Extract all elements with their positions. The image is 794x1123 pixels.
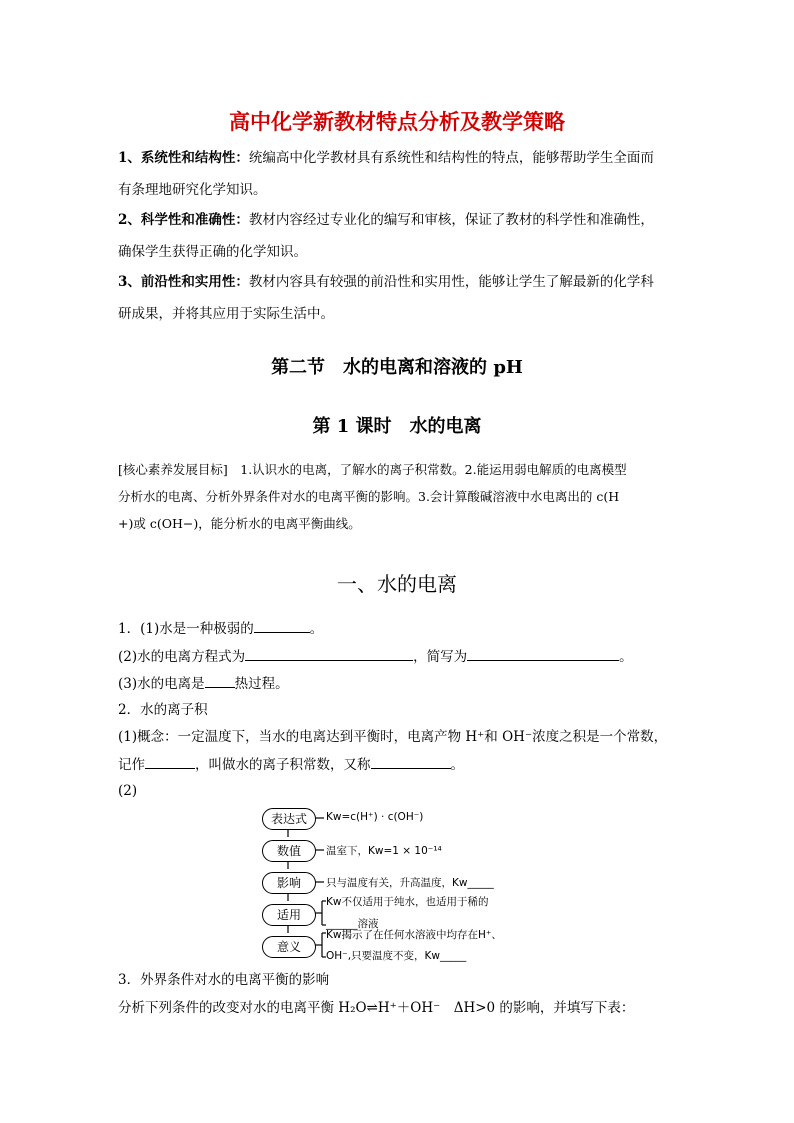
node-apply: 适用 xyxy=(262,904,316,926)
label-value: 温室下，Kw=1 × 10⁻¹⁴ xyxy=(326,845,442,857)
label-meaning-1: Kw揭示了在任何水溶液中均存在H⁺、 xyxy=(326,929,502,941)
feature-text: 研成果，并将其应用于实际生活中。 xyxy=(118,306,334,322)
question-text: 。 xyxy=(619,649,633,665)
feature-text: 有条理地研究化学知识。 xyxy=(118,182,267,198)
node-expression: 表达式 xyxy=(262,808,316,830)
question-text: (3)水的电离是 xyxy=(118,676,205,692)
feature-1 xyxy=(118,142,680,206)
section-title: 第二节 水的电离和溶液的 pH xyxy=(271,357,523,378)
question-text: ，叫做水的离子积常数，又称 xyxy=(195,757,371,773)
question-text: 热过程。 xyxy=(234,676,289,692)
feature-text: 确保学生获得正确的化学知识。 xyxy=(118,244,307,260)
q2-title: 2．水的离子积 xyxy=(118,702,208,718)
answer-blank[interactable] xyxy=(371,754,451,769)
label-apply-1: Kw不仅适用于纯水，也适用于稀的 xyxy=(326,896,489,908)
question-text: 。 xyxy=(450,757,464,773)
answer-blank[interactable] xyxy=(467,646,619,661)
label-apply-2: ______溶液 xyxy=(326,918,379,930)
feature-text: 教材内容经过专业化的编写和审核，保证了教材的科学性和准确性， xyxy=(248,212,654,228)
feature-label: 2、科学性和准确性： xyxy=(118,212,249,228)
question-text: ，简写为 xyxy=(413,649,468,665)
q2-sub-2: (2) xyxy=(118,783,138,799)
answer-blank[interactable] xyxy=(205,673,235,688)
part-title: 一、水的电离 xyxy=(337,572,457,596)
feature-label: 3、前沿性和实用性： xyxy=(118,274,249,290)
q1-line-3 xyxy=(118,673,289,694)
question-text: (2)水的电离方程式为 xyxy=(118,649,246,665)
lesson-title: 第 1 课时 水的电离 xyxy=(312,416,482,437)
feature-label: 1、系统性和结构性： xyxy=(118,150,249,166)
node-effect: 影响 xyxy=(262,872,316,894)
goals-line: +)或 c(OH−)，能分析水的电离平衡曲线。 xyxy=(118,516,361,531)
answer-blank[interactable] xyxy=(145,754,195,769)
label-effect: 只与温度有关，升高温度，Kw_____ xyxy=(326,877,494,889)
question-text: 。 xyxy=(309,621,324,637)
node-meaning: 意义 xyxy=(262,936,316,958)
answer-blank[interactable] xyxy=(254,618,310,633)
q2-concept-2 xyxy=(118,754,464,775)
question-text: 记作 xyxy=(118,757,145,773)
feature-text: 教材内容具有较强的前沿性和实用性，能够让学生了解最新的化学科 xyxy=(248,274,654,290)
feature-2 xyxy=(118,204,680,268)
document-title: 高中化学新教材特点分析及教学策略 xyxy=(229,110,565,134)
q1-line-1 xyxy=(118,618,323,639)
core-goals xyxy=(118,456,698,537)
q3-desc: 分析下列条件的改变对水的电离平衡 H₂O⇌H⁺＋OH⁻ ΔH>0 的影响，并填写下表： xyxy=(118,1000,635,1016)
goals-line: 分析水的电离、分析外界条件对水的电离平衡的影响。3.会计算酸碱溶液中水电离出的 c(H xyxy=(118,489,620,504)
goals-line: [核心素养发展目标] 1.认识水的电离，了解水的离子积常数。2.能运用弱电解质的电离模型 xyxy=(118,462,627,477)
feature-text: 统编高中化学教材具有系统性和结构性的特点，能够帮助学生全面而 xyxy=(248,150,654,166)
node-value: 数值 xyxy=(262,840,316,862)
answer-blank[interactable] xyxy=(245,646,413,661)
question-text: 1．(1)水是一种极弱的 xyxy=(118,621,254,637)
kw-concept-diagram xyxy=(256,805,556,963)
q1-line-2 xyxy=(118,646,633,667)
q3-title: 3．外界条件对水的电离平衡的影响 xyxy=(118,972,330,988)
q2-concept-1: (1)概念：一定温度下，当水的电离达到平衡时，电离产物 H⁺和 OH⁻浓度之积是一个常数， xyxy=(118,729,668,745)
label-meaning-2: OH⁻,只要温度不变，Kw_____ xyxy=(326,950,467,962)
feature-3 xyxy=(118,266,680,330)
label-expression: Kw=c(H⁺) · c(OH⁻) xyxy=(326,811,424,823)
